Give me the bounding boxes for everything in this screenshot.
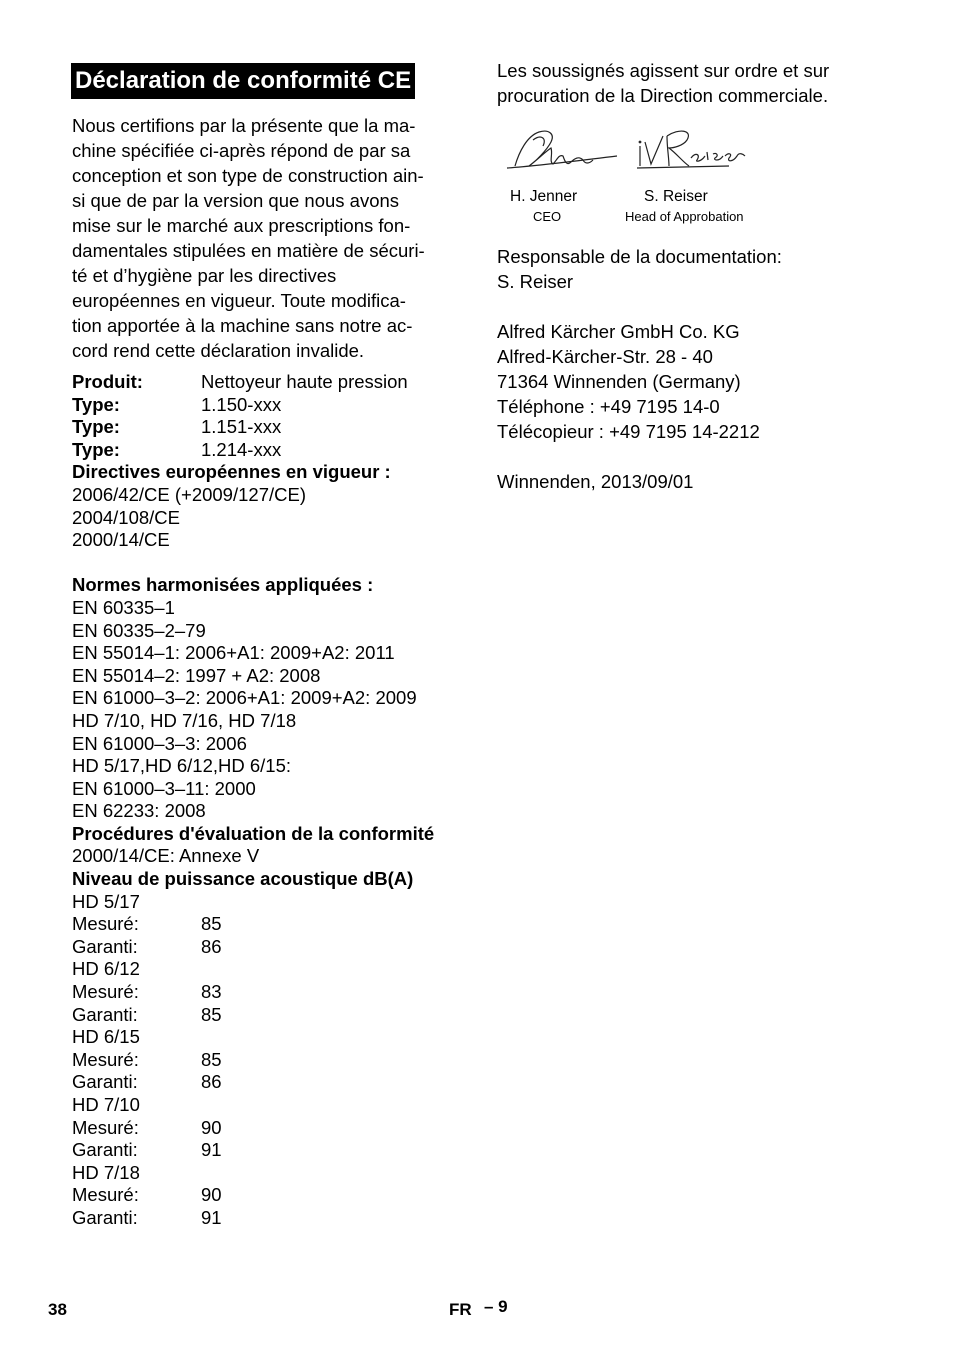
signature-block [497,122,897,232]
intro-line: européennes en vigueur. Toute modifica- [72,290,406,311]
signatory-role: Head of Approbation [625,209,744,224]
intro-line: si que de par la version que nous avons [72,190,400,211]
type-row [72,439,462,462]
jenner-signature-icon [507,131,617,168]
directive-item: 2006/42/CE (+2009/127/CE) [72,483,306,505]
standard-item: EN 61000–3–3: 2006 [72,732,247,754]
guaranteed-row [72,1004,462,1027]
documentation-name: S. Reiser [497,271,574,292]
type-value: 1.214-xxx [201,438,282,460]
directive-item: 2004/108/CE [72,506,181,528]
acoustic-model: HD 7/18 [72,1161,140,1183]
address-line: Alfred-Kärcher-Str. 28 - 40 [497,346,713,367]
product-row [72,371,462,394]
left-column [72,63,462,1230]
documentation-label: Responsable de la documentation: [497,246,782,267]
address-line: Alfred Kärcher GmbH Co. KG [497,321,740,342]
measured-row [72,1117,462,1140]
measured-row [72,981,462,1004]
product-value: Nettoyeur haute pression [201,371,408,392]
signatory-name: H. Jenner [510,188,578,205]
measured-label: Mesuré: [72,1116,139,1138]
measured-label: Mesuré: [72,981,139,1003]
acoustic-model: HD 7/10 [72,1094,140,1115]
standard-item: EN 60335–1 [72,596,175,618]
guaranteed-value: 86 [201,1071,222,1093]
measured-value: 85 [201,913,222,935]
standard-item: EN 61000–3–11: 2000 [72,777,256,799]
standard-item: EN 61000–3–2: 2006+A1: 2009+A2: 2009 [72,687,417,709]
measured-label: Mesuré: [72,913,139,935]
directives-heading: Directives européennes en vigueur : [72,461,391,483]
type-row [72,416,462,439]
intro-paragraph [72,113,462,363]
product-label: Produit: [72,371,143,392]
intro-line: damentales stipulées en matière de sécuri- [72,240,425,261]
guaranteed-value: 85 [201,1003,222,1025]
guaranteed-row [72,1207,462,1230]
documentation-block [497,244,897,494]
standard-item: EN 55014–2: 1997 + A2: 2008 [72,664,321,686]
directive-item: 2000/14/CE [72,529,170,551]
measured-label: Mesuré: [72,1048,139,1070]
spacer [497,294,897,319]
signatory-name: S. Reiser [644,188,708,205]
guaranteed-label: Garanti: [72,1206,138,1228]
guaranteed-label: Garanti: [72,1003,138,1025]
authority-line: Les soussignés agissent sur ordre et sur [497,60,830,81]
acoustic-model: HD 6/12 [72,958,140,980]
procedures-value: 2000/14/CE: Annexe V [72,845,260,867]
type-label: Type: [72,438,120,460]
place-date: Winnenden, 2013/09/01 [497,471,694,492]
measured-value: 90 [201,1184,222,1206]
spacer [497,444,897,469]
address-line: Télécopieur : +49 7195 14-2212 [497,421,760,442]
acoustic-model: HD 6/15 [72,1026,140,1048]
page-number: 38 [48,1300,67,1319]
authority-line: procuration de la Direction commerciale. [497,85,829,106]
guaranteed-value: 86 [201,935,222,957]
intro-line: conception et son type de construction ain- [72,165,424,186]
measured-value: 90 [201,1116,222,1138]
type-label: Type: [72,393,120,415]
standard-item: EN 60335–2–79 [72,619,206,641]
acoustic-model: HD 5/17 [72,890,140,912]
intro-line: chine spécifiée ci-après répond de par sa [72,140,411,161]
measured-value: 85 [201,1048,222,1070]
guaranteed-row [72,936,462,959]
type-row [72,394,462,417]
measured-row [72,1184,462,1207]
acoustic-heading: Niveau de puissance acoustique dB(A) [72,868,414,890]
guaranteed-value: 91 [201,1206,222,1228]
guaranteed-value: 91 [201,1139,222,1161]
specification-block [72,371,462,1230]
address-line: Téléphone : +49 7195 14-0 [497,396,720,417]
right-column [497,58,897,494]
reiser-signature-icon [637,131,745,168]
address-line: 71364 Winnenden (Germany) [497,371,741,392]
standard-item: HD 7/10, HD 7/16, HD 7/18 [72,709,297,731]
type-label: Type: [72,416,120,438]
authority-paragraph [497,58,897,108]
standards-heading: Normes harmonisées appliquées : [72,574,374,596]
guaranteed-label: Garanti: [72,1139,138,1161]
language-code: FR [449,1300,472,1319]
intro-line: té et d’hygiène par les directives [72,265,337,286]
type-value: 1.150-xxx [201,393,282,415]
standard-item: EN 55014–1: 2006+A1: 2009+A2: 2011 [72,642,395,664]
signatory-role: CEO [533,209,562,224]
measured-row [72,1049,462,1072]
guaranteed-label: Garanti: [72,1071,138,1093]
page-title: Déclaration de conformité CE [71,63,415,99]
guaranteed-row [72,1139,462,1162]
signatures-image [497,122,757,192]
intro-line: Nous certifions par la présente que la ma- [72,115,416,136]
measured-value: 83 [201,981,222,1003]
guaranteed-row [72,1071,462,1094]
type-value: 1.151-xxx [201,416,282,438]
intro-line: cord rend cette déclaration invalide. [72,340,365,361]
procedures-heading: Procédures d'évaluation de la conformité [72,822,435,844]
guaranteed-label: Garanti: [72,935,138,957]
intro-line: mise sur le marché aux prescriptions fon- [72,215,411,236]
measured-row [72,913,462,936]
intro-line: tion apportée à la machine sans notre ac- [72,315,413,336]
measured-label: Mesuré: [72,1184,139,1206]
sub-page-number: – 9 [484,1297,508,1316]
spacer [72,552,462,575]
standard-item: HD 5/17,HD 6/12,HD 6/15: [72,755,292,777]
standard-item: EN 62233: 2008 [72,800,206,822]
